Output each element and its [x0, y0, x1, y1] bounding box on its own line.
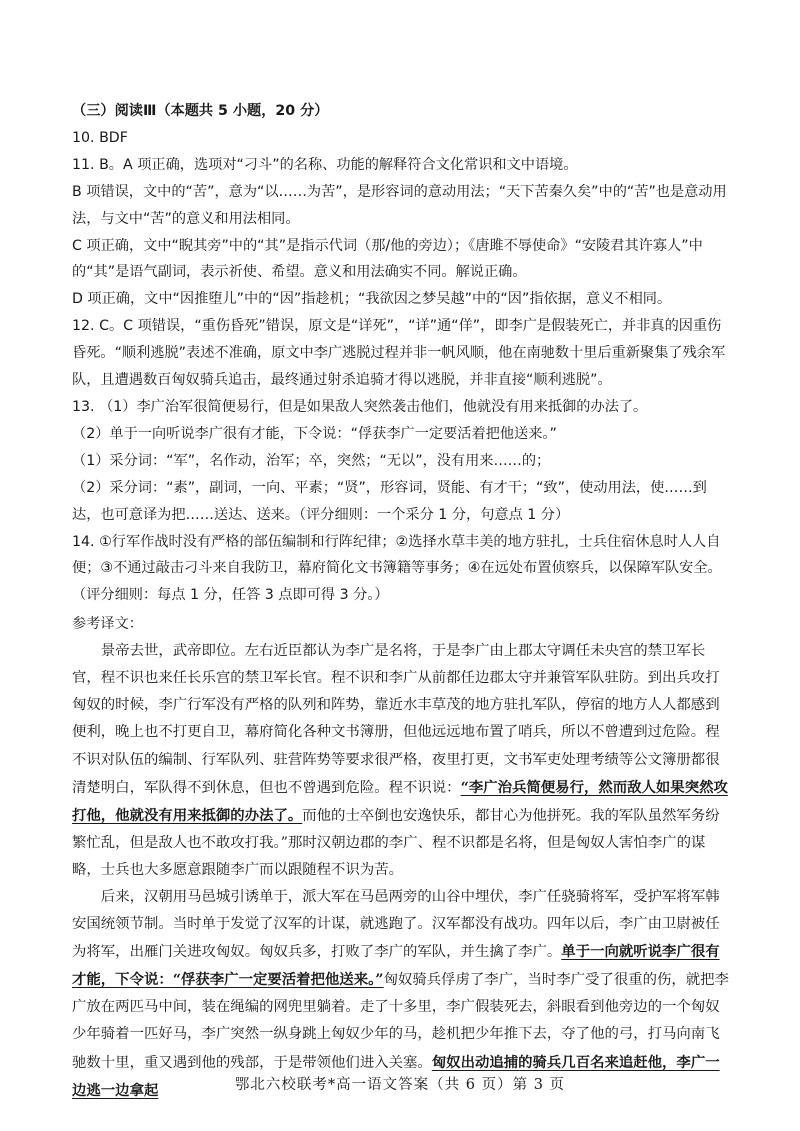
translation-paragraph-2	[72, 884, 732, 1105]
translation-text: 景帝去世，武帝即位。左右近臣都认为李广是名将，于是李广由上郡太守调任未央宫的禁卫军长官，程不识也来任长乐宫的禁卫军长官。程不识和李广从前都任边郡太守并兼管军队驻防。到出兵攻打匈奴的时候，李广行军没有严格的队列和阵势，靠近水丰草茂的地方驻扎军队，停宿的地方人人都感到便利，晚上也不打更自卫，幕府简化各种文书簿册，但他远远地布置了哨兵，所以不曾遭到过危险。程不识对队伍的编制、行军队列、驻营阵势等要求很严格，夜里打更，文书军吏处理考绩等公文簿册都很清楚明白，军队得不到休息，但也不曾遇到危险。程不识说：	[72, 643, 720, 796]
translation-text: 而他的士卒倒也安逸快乐，都甘心为他拼死。我的军队虽然军务纷繁忙乱，但是敌人也不敢攻打我。”那时汉朝边郡的李广、程不识都是名将，但是匈奴人害怕李广的谋略，士兵也大多愿意跟随李广而以跟随程不识为苦。	[72, 807, 720, 878]
highlighted-sentence: 匈奴出动追捕的骑兵几百名来追赶他，李广一边逃一边拿起	[72, 1053, 720, 1099]
answer-11-b: B 项错误，文中的“苦”，意为“以……为苦”，是形容词的意动用法；“天下苦秦久矣”中的“苦”也是意动用法，与文中“苦”的意义和用法相同。	[72, 183, 727, 227]
translation-text: 后来，汉朝用马邑城引诱单于，派大军在马邑两旁的山谷中埋伏，李广任骁骑将军，受护军将军韩安国统领节制。当时单于发觉了汉军的计谋，就逃跑了。汉军都没有战功。四年以后，李广由卫尉被任为将军，出雁门关进攻匈奴。匈奴兵多，打败了李广的军队，并生擒了李广。	[72, 888, 720, 961]
answer-11-d: D 项正确，文中“因推堕儿”中的“因”指趁机；“我欲因之梦吴越”中的“因”指依据，意义不相同。	[72, 291, 672, 308]
highlighted-sentence: 单于一向就听说李广很有才能，下令说：“俘获李广一定要活着把他送来。”	[72, 943, 720, 989]
answer-13-2: （2）单于一向听说李广很有才能，下令说：“俘获李广一定要活着把他送来。”	[72, 425, 557, 442]
answer-14: 14. ①行军作战时没有严格的部伍编制和行阵纪律；②选择水草丰美的地方驻扎，士兵住宿休息时人人自便；③不通过敲击刁斗来自我防卫，幕府简化文书簿籍等事务；④在远处布置侦察兵，以保障军队安全。（评分细则：每点 1 分，任答 3 点即可得 3 分。）	[72, 533, 722, 604]
scoring-13-1: （1）采分词：“军”，名作动，治军；卒，突然；“无以”，没有用来……的；	[72, 452, 551, 469]
answer-11: 11. B。A 项正确，选项对“刁斗”的名称、功能的解释符合文化常识和文中语境。	[72, 156, 578, 173]
translation-text: 匈奴骑兵俘虏了李广，当时李广受了很重的伤，就把李广放在两匹马中间，装在绳编的网兜里躺着。走了十多里，李广假装死去，斜眼看到他旁边的一个匈奴少年骑着一匹好马，李广突然一纵身跳上匈奴少年的马，趁机把少年推下去，夺了他的弓，打马向南飞驰数十里，重又遇到他的残部，于是带领他们进入关塞。	[72, 972, 729, 1071]
answer-13-1: 13. （1）李广治军很简便易行，但是如果敌人突然袭击他们，他就没有用来抵御的办法了。	[72, 398, 648, 415]
translation-paragraph-1	[72, 638, 732, 884]
answer-11-c: C 项正确，文中“睨其旁”中的“其”是指示代词（那/他的旁边）；《唐雎不辱使命》“安陵君其许寡人”中的“其”是语气副词，表示祈使、希望。意义和用法确实不同。解说正确。	[72, 237, 703, 281]
answer-10: 10. BDF	[72, 129, 128, 146]
page-footer: 鄂北六校联考*高一语文答案（共 6 页）第 3 页	[234, 1077, 566, 1093]
answer-page	[72, 98, 732, 1105]
translation-label: 参考译文：	[72, 616, 143, 633]
scoring-13-2: （2）采分词：“素”，副词，一向、平素；“贤”，形容词，贤能、有才干；“致”，使动用法，使……到达，也可意译为把……送达、送来。（评分细则：一个采分 1 分，句意点 1 分）	[72, 479, 707, 523]
answer-12: 12. C。C 项错误，“重伤昏死”错误，原文是“详死”，“详”通“佯”，即李广是假装死亡，并非真的因重伤昏死。“顺利逃脱”表述不准确，原文中李广逃脱过程并非一帆风顺，他在南驰数十里后重新聚集了残余军队，且遭遇数百匈奴骑兵追击，最终通过射杀追骑才得以逃脱，并非直接“顺利逃脱”。	[72, 318, 726, 389]
section-title: （三）阅读Ⅲ（本题共 5 小题，20 分）	[72, 103, 329, 119]
highlighted-sentence: “李广治兵简便易行，然而敌人如果突然攻打他，他就没有用来抵御的办法了。	[72, 778, 728, 824]
